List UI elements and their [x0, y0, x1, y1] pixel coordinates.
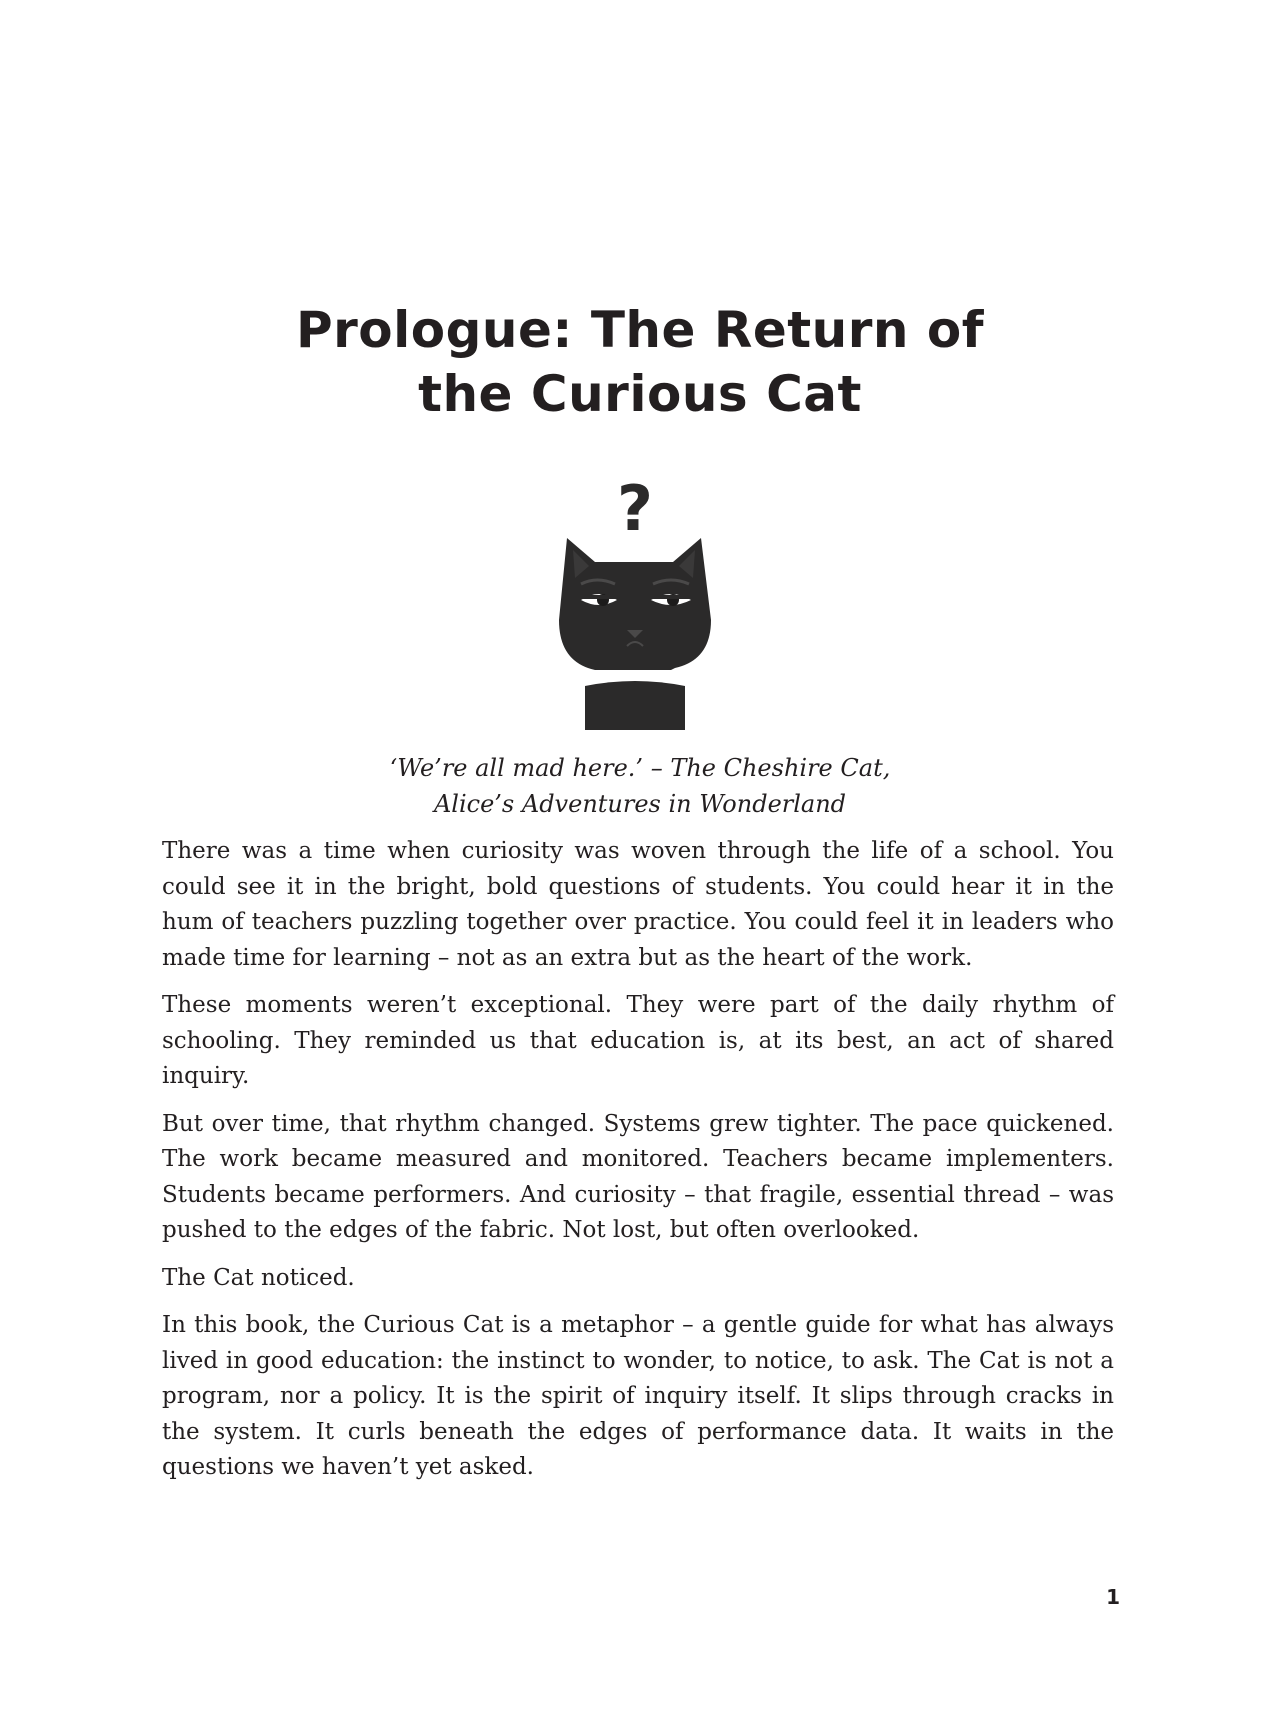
paragraph: These moments weren’t exceptional. They were part of the daily rhythm of schooling. They reminded us that education is, at its best, an act of shared inquiry. — [162, 992, 1114, 1089]
question-mark-icon: ? — [617, 472, 653, 545]
curious-cat-illustration — [555, 470, 715, 730]
body-text — [162, 834, 1114, 1498]
page-number: 1 — [1106, 1585, 1120, 1609]
paragraph: The Cat noticed. — [162, 1264, 355, 1291]
paragraph: In this book, the Curious Cat is a metaphor – a gentle guide for what has always lived in good education: the instinct to wonder, to notice, to ask. The Cat is not a program, nor a policy. It is the spirit of inquiry itself. It slips through cracks in the system. It curls beneath the edges of performance data. It waits in the questions we haven’t yet asked. — [162, 1312, 1114, 1480]
epigraph-quote: ‘We’re all mad here.’ – The Cheshire Cat, — [389, 754, 891, 782]
chapter-title-line-2: the Curious Cat — [418, 365, 862, 423]
epigraph — [0, 750, 1280, 822]
paragraph: There was a time when curiosity was woven through the life of a school. You could see it in the bright, bold questions of students. You could hear it in the hum of teachers puzzling together over practice. You could feel it in leaders who made time for learning – not as an extra but as the heart of the work. — [162, 838, 1114, 971]
curious-cat-icon — [559, 538, 711, 730]
epigraph-source: Alice’s Adventures in Wonderland — [433, 790, 847, 818]
paragraph: But over time, that rhythm changed. Systems grew tighter. The pace quickened. The work became measured and monitored. Teachers became implementers. Students became performers. And curiosity – that fragile, essential thread – was pushed to the edges of the fabric. Not lost, but often overlooked. — [162, 1110, 1114, 1243]
chapter-title-line-1: Prologue: The Return of — [295, 301, 985, 359]
chapter-title — [0, 298, 1280, 426]
